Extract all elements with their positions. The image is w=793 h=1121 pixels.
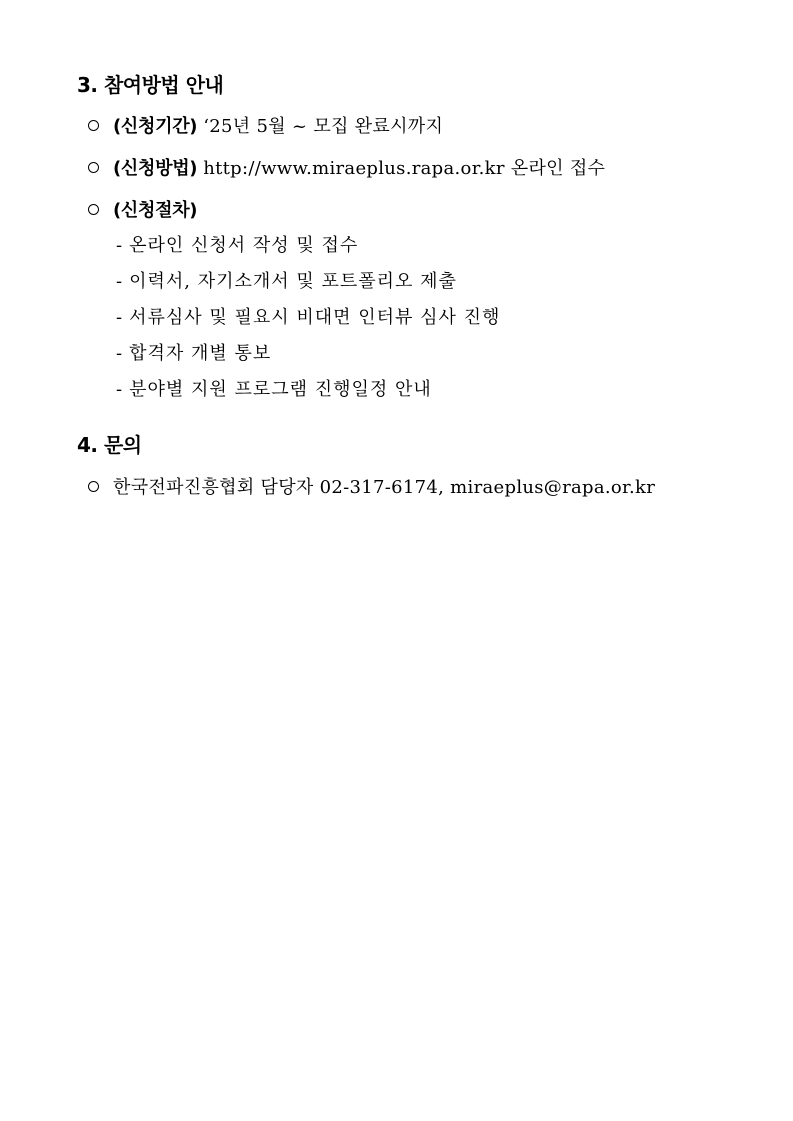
procedure-step-text: 서류심사 및 필요시 비대면 인터뷰 심사 진행 [129, 307, 501, 328]
apply-method-label: (신청방법) [113, 158, 198, 179]
procedure-step [116, 343, 271, 365]
apply-method-value: http://www.miraeplus.rapa.or.kr 온라인 접수 [203, 158, 606, 179]
dash-bullet-icon: - [116, 235, 124, 256]
dash-bullet-icon: - [116, 379, 124, 400]
contact-item [88, 477, 655, 499]
dash-bullet-icon: - [116, 307, 124, 328]
procedure-step [116, 271, 457, 293]
apply-period-item [88, 116, 443, 138]
apply-period-value: ‘25년 5월 ~ 모집 완료시까지 [203, 116, 444, 137]
section-4-heading: 4. 문의 [77, 433, 142, 457]
procedure-step [116, 379, 432, 401]
circle-bullet-icon [88, 120, 99, 131]
procedure-step-text: 이력서, 자기소개서 및 포트폴리오 제출 [129, 271, 457, 292]
dash-bullet-icon: - [116, 343, 124, 364]
section-3-heading: 3. 참여방법 안내 [77, 73, 224, 97]
circle-bullet-icon [88, 204, 99, 215]
procedure-step-text: 온라인 신청서 작성 및 접수 [129, 235, 359, 256]
procedure-step [116, 235, 358, 257]
procedure-step-text: 합격자 개별 통보 [129, 343, 272, 364]
procedure-step [116, 307, 500, 329]
apply-procedure-label: (신청절차) [113, 200, 198, 221]
dash-bullet-icon: - [116, 271, 124, 292]
apply-procedure-item [88, 200, 203, 222]
contact-text: 한국전파진흥협회 담당자 02-317-6174, miraeplus@rapa.or.kr [113, 477, 656, 498]
apply-method-item [88, 158, 605, 180]
circle-bullet-icon [88, 481, 99, 492]
procedure-step-text: 분야별 지원 프로그램 진행일정 안내 [129, 379, 432, 400]
circle-bullet-icon [88, 162, 99, 173]
apply-period-label: (신청기간) [113, 116, 198, 137]
